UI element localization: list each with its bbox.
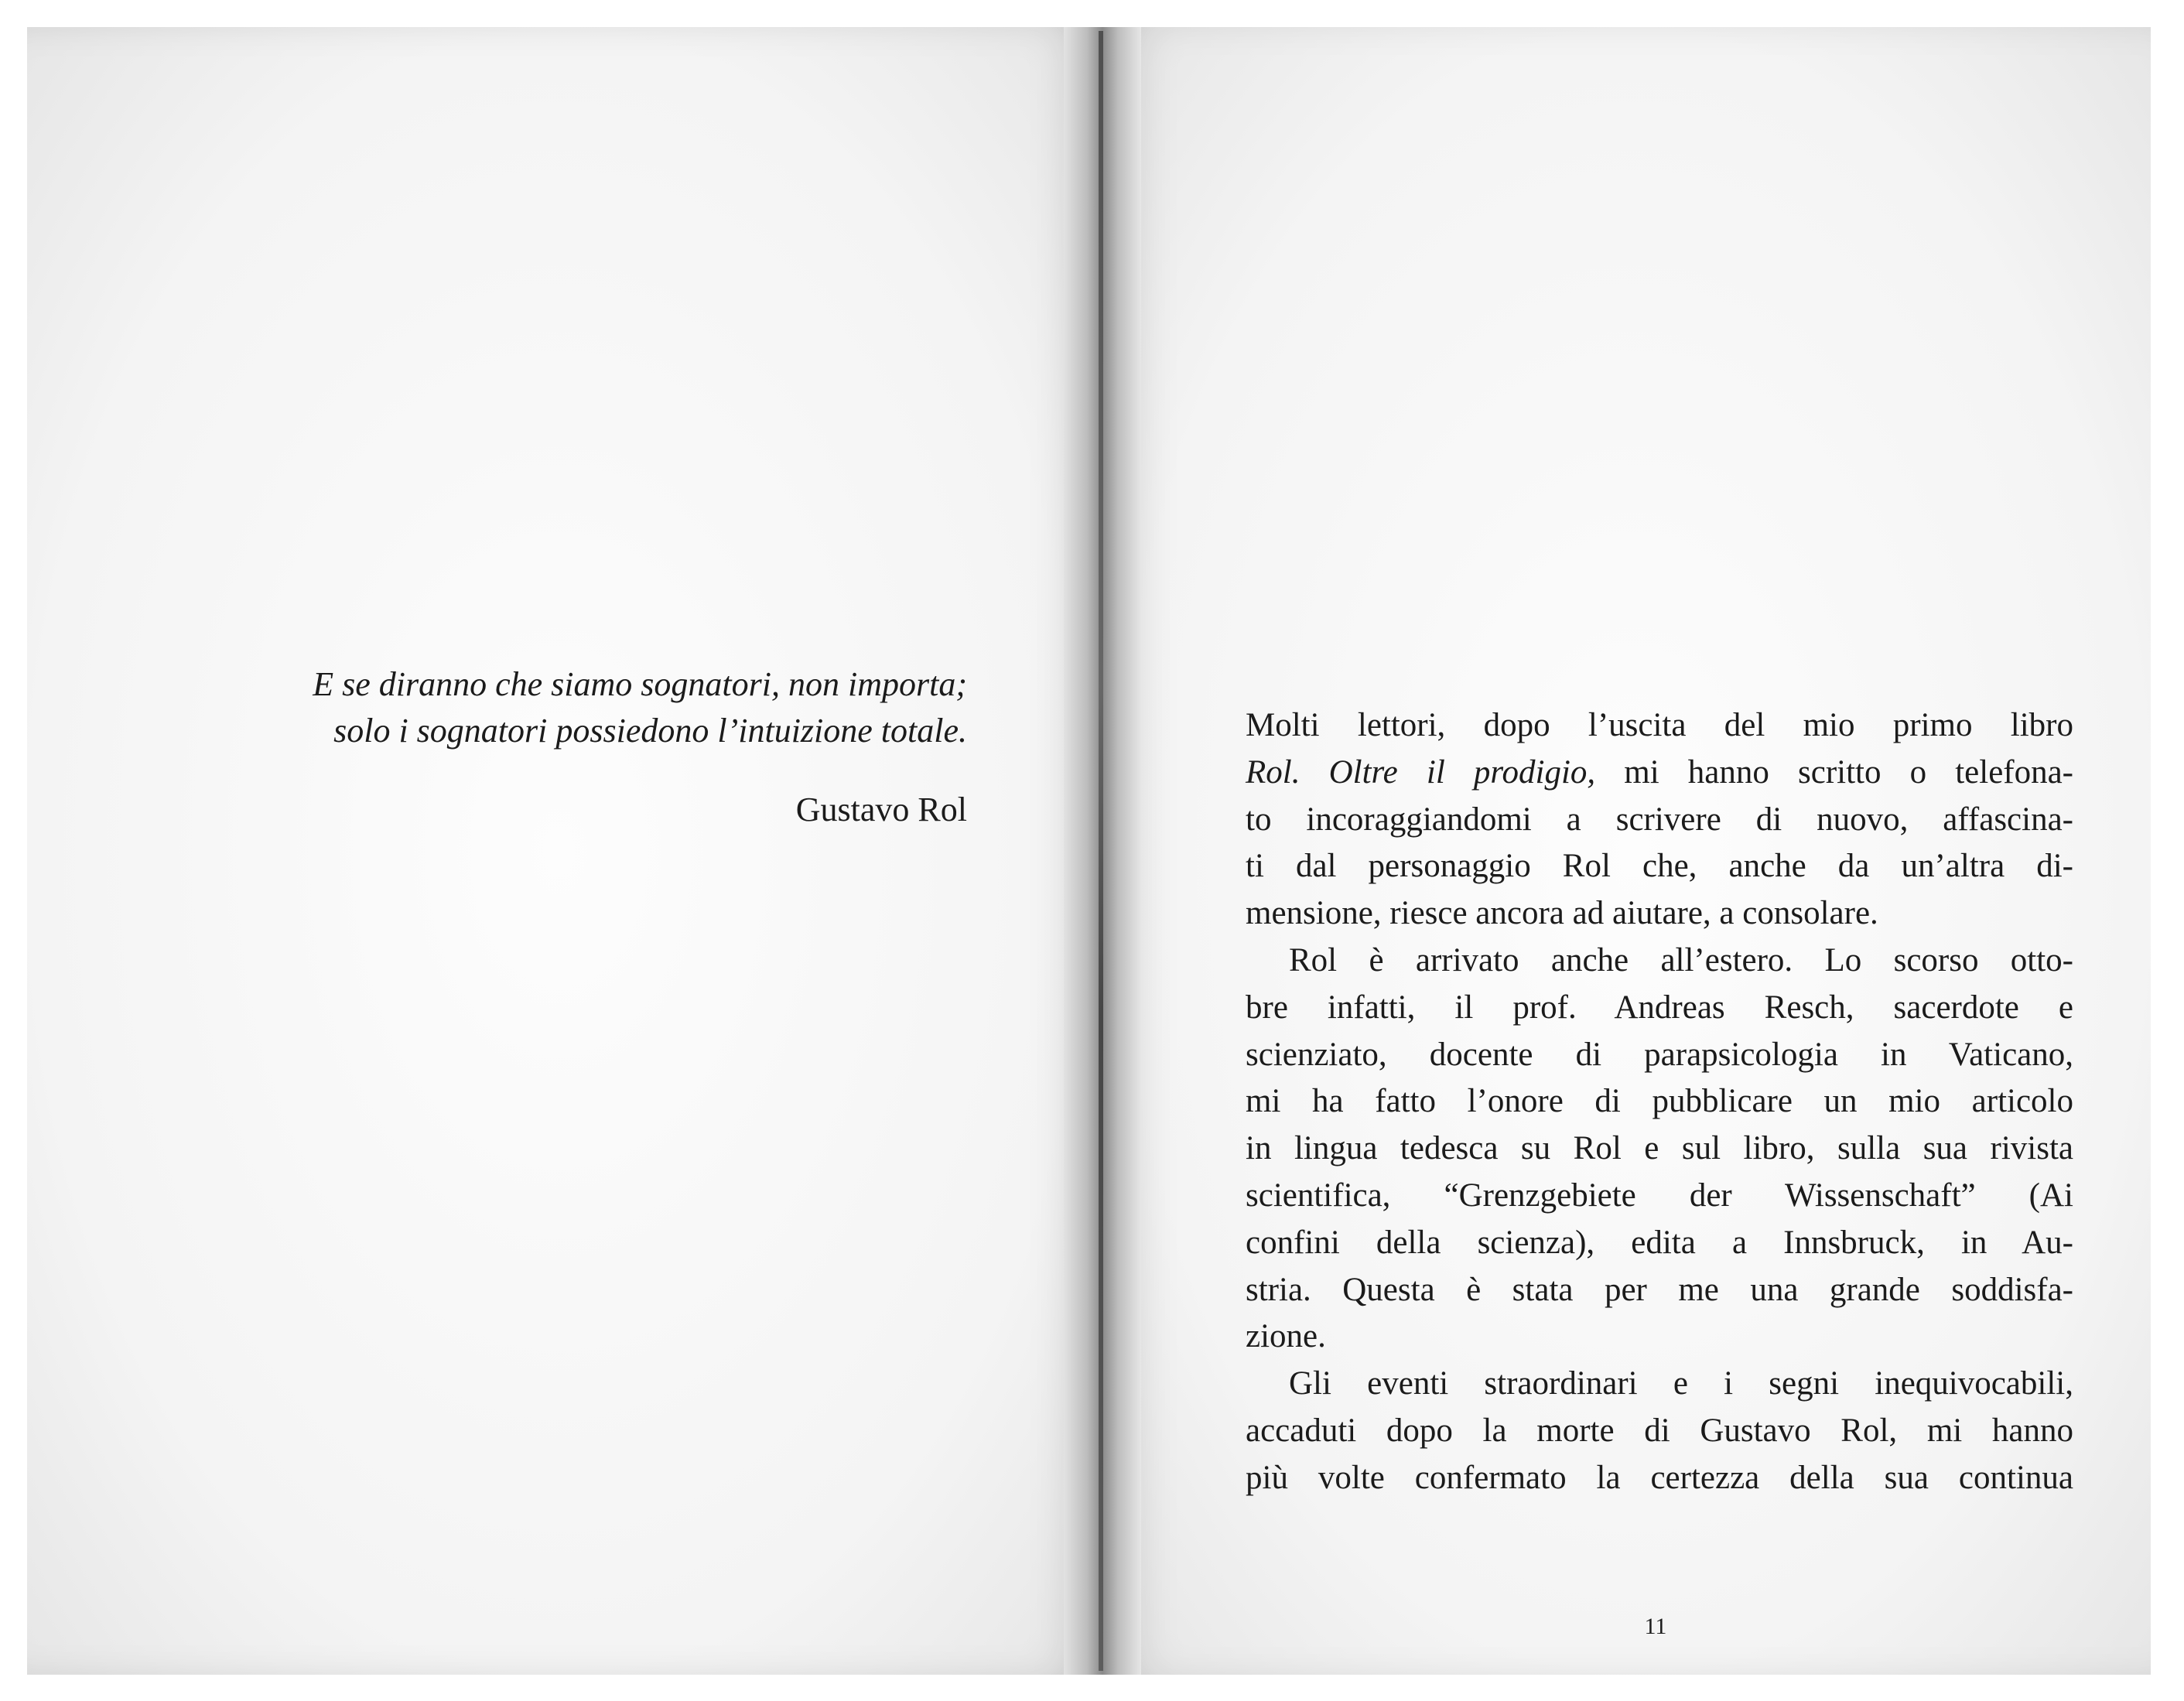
text-line: Rol. Oltre il prodigio, mi hanno scritto o telefona-: [1246, 753, 2074, 791]
paragraph: [1246, 1361, 2073, 1501]
text-line: ti dal personaggio Rol che, anche da un’altra di-: [1246, 848, 2073, 885]
text-line: confini della scienza), edita a Innsbruck, in Au-: [1246, 1224, 2073, 1261]
text-line: scientifica, “Grenzgebiete der Wissenschaft” (Ai: [1246, 1177, 2073, 1214]
text-line: Gli eventi straordinari e i segni inequivocabili,: [1289, 1365, 2073, 1402]
book-title-italic: Rol. Oltre il prodigio,: [1246, 753, 1596, 791]
text-line: Molti lettori, dopo l’uscita del mio primo libro: [1246, 707, 2073, 743]
epigraph-line: E se diranno che siamo sognatori, non importa;: [313, 665, 967, 703]
text-line: accaduti dopo la morte di Gustavo Rol, mi hanno: [1246, 1412, 2073, 1449]
left-page: [27, 27, 1091, 1675]
text-line: scienziato, docente di parapsicologia in Vaticano,: [1246, 1036, 2073, 1073]
epigraph-author: Gustavo Rol: [795, 791, 967, 828]
paragraph: [1246, 702, 2073, 938]
text-line: più volte confermato la certezza della sua continua: [1246, 1459, 2073, 1496]
spine-shadow: [1099, 31, 1103, 1671]
body-text: [1246, 702, 2073, 1502]
text-line: mi ha fatto l’onore di pubblicare un mio articolo: [1246, 1083, 2073, 1120]
epigraph: [193, 661, 967, 833]
text-line: in lingua tedesca su Rol e sul libro, sulla sua rivista: [1246, 1130, 2073, 1167]
text-line: mensione, riesce ancora ad aiutare, a consolare.: [1246, 895, 1878, 932]
epigraph-line: solo i sognatori possiedono l’intuizione totale.: [333, 712, 967, 750]
text-line: to incoraggiandomi a scrivere di nuovo, affascina-: [1246, 801, 2073, 838]
text-line: zione.: [1246, 1318, 1326, 1355]
text-line: stria. Questa è stata per me una grande soddisfa-: [1246, 1271, 2073, 1308]
text-line: Rol è arrivato anche all’estero. Lo scorso otto-: [1289, 941, 2073, 979]
text-line: bre infatti, il prof. Andreas Resch, sacerdote e: [1246, 989, 2073, 1026]
page-number: 11: [1644, 1614, 1667, 1639]
paragraph: [1246, 938, 2073, 1361]
